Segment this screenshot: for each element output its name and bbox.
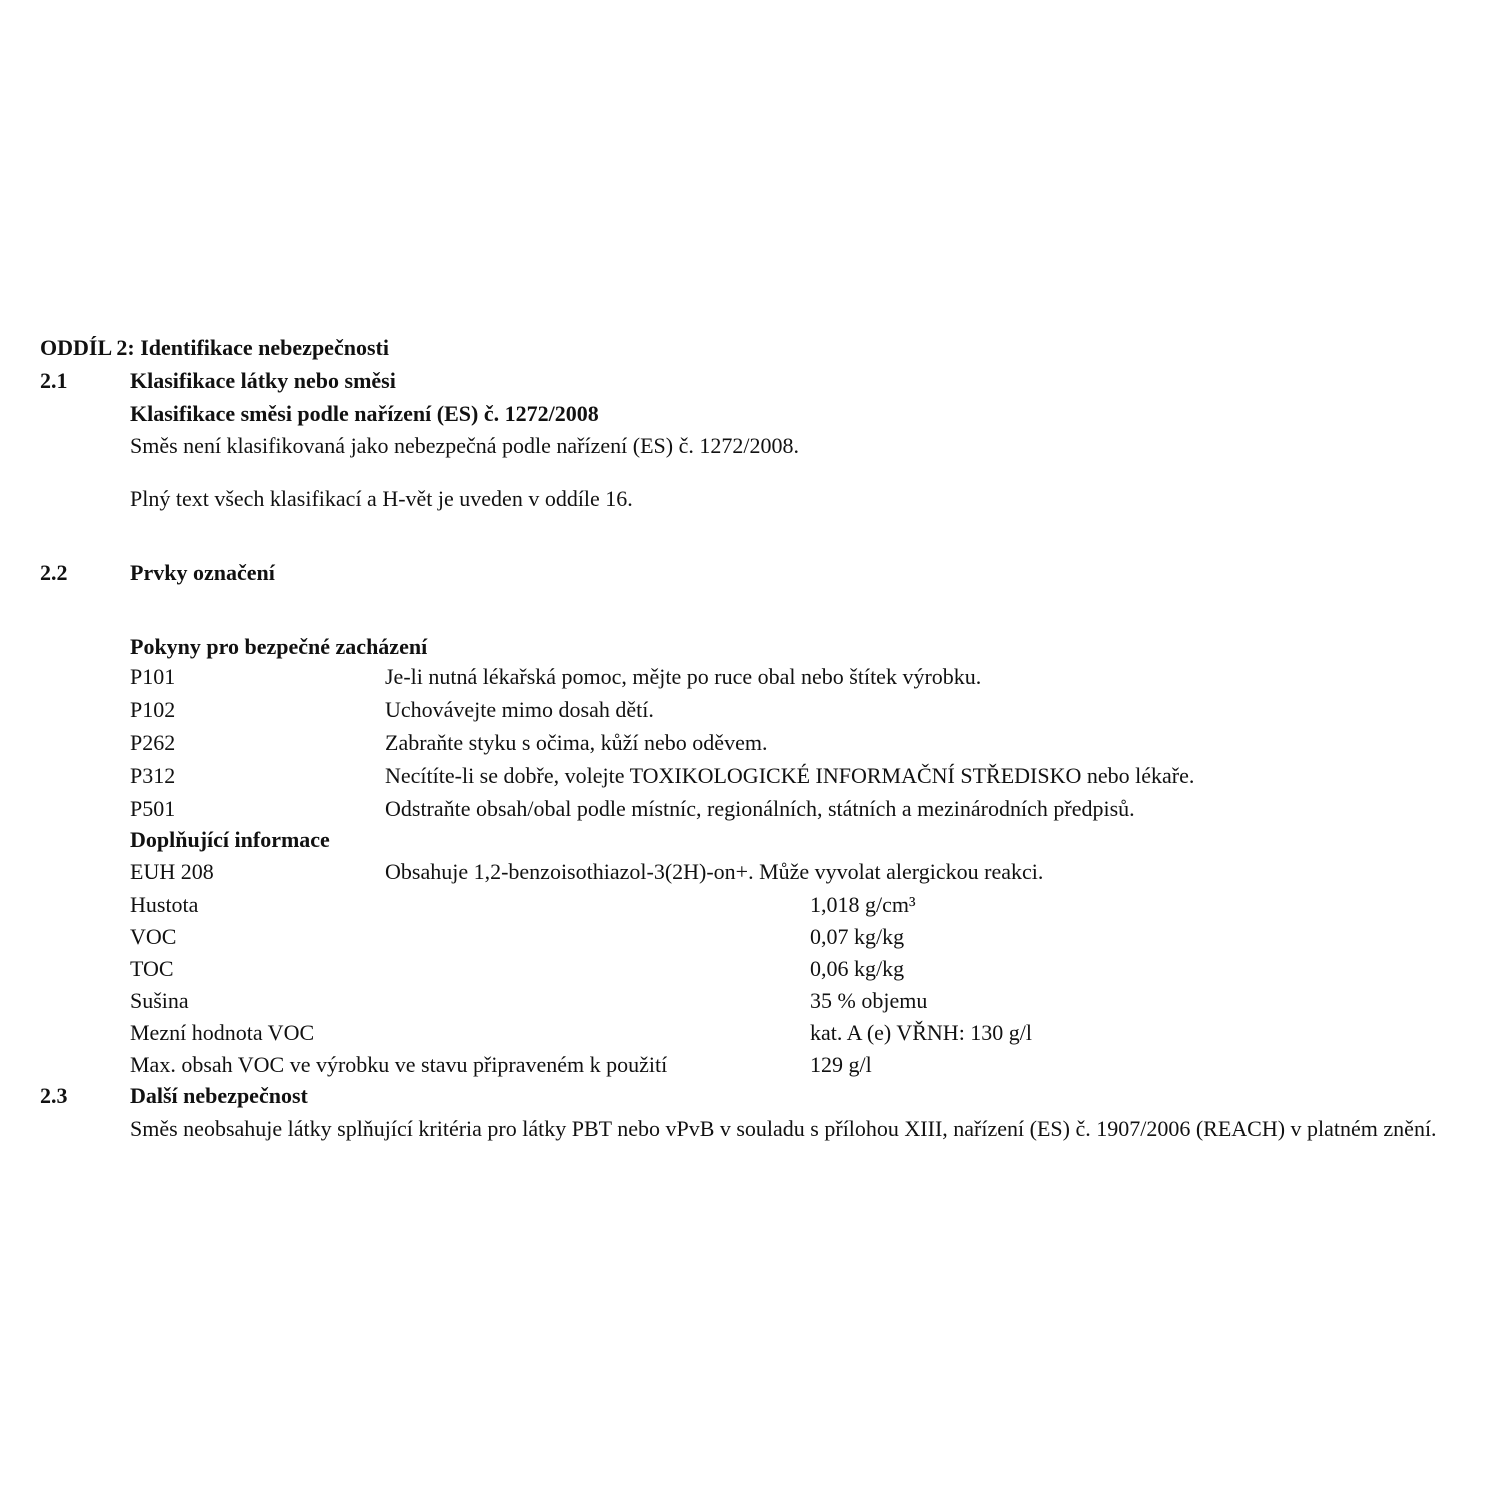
subsection-2-2-heading-row xyxy=(0,560,1500,588)
property-value: 129 g/l xyxy=(810,1052,872,1077)
p-code: P262 xyxy=(130,730,176,755)
subsection-number: 2.1 xyxy=(40,368,68,393)
subsection-number: 2.3 xyxy=(40,1083,68,1108)
property-label: Mezní hodnota VOC xyxy=(130,1020,315,1045)
precautionary-row xyxy=(0,697,1500,725)
p-code: P101 xyxy=(130,664,176,689)
property-label: Hustota xyxy=(130,892,199,917)
property-row xyxy=(0,956,1500,984)
subsection-heading: Prvky označení xyxy=(130,560,275,585)
classification-note-row xyxy=(0,433,1500,461)
pbt-vpvb-paragraph: Směs neobsahuje látky splňující kritéria pro látky PBT nebo vPvB v souladu s přílohou XIII, nařízení (ES) č. 1907/2006 (REACH) v platném znění. xyxy=(130,1116,1437,1141)
pbt-vpvb-paragraph-row xyxy=(0,1116,1500,1144)
p-text: Uchovávejte mimo dosah dětí. xyxy=(385,697,654,722)
euh-code: EUH 208 xyxy=(130,859,214,884)
p-text: Je-li nutná lékařská pomoc, mějte po ruce obal nebo štítek výrobku. xyxy=(385,664,982,689)
property-value: 1,018 g/cm³ xyxy=(810,892,916,917)
property-value: kat. A (e) VŘNH: 130 g/l xyxy=(810,1020,1033,1045)
property-row xyxy=(0,1020,1500,1048)
property-value: 0,06 kg/kg xyxy=(810,956,905,981)
p-text: Necítíte-li se dobře, volejte TOXIKOLOGICKÉ INFORMAČNÍ STŘEDISKO nebo lékaře. xyxy=(385,763,1195,788)
supplementary-heading: Doplňující informace xyxy=(130,827,330,852)
classification-subheading-row xyxy=(0,401,1500,429)
supplementary-row xyxy=(0,859,1500,887)
precautionary-row xyxy=(0,664,1500,692)
fulltext-note-row xyxy=(0,486,1500,514)
classification-subheading: Klasifikace směsi podle nařízení (ES) č. 1272/2008 xyxy=(130,401,599,426)
precautionary-heading-row xyxy=(0,634,1500,662)
precautionary-row xyxy=(0,763,1500,791)
property-label: Sušina xyxy=(130,988,189,1013)
property-row xyxy=(0,924,1500,952)
precautionary-row xyxy=(0,730,1500,758)
property-row xyxy=(0,1052,1500,1080)
p-text: Odstraňte obsah/obal podle místníc, regionálních, státních a mezinárodních předpisů. xyxy=(385,796,1135,821)
precautionary-row xyxy=(0,796,1500,824)
property-label: VOC xyxy=(130,924,177,949)
subsection-heading: Klasifikace látky nebo směsi xyxy=(130,368,396,393)
p-code: P312 xyxy=(130,763,176,788)
property-row xyxy=(0,892,1500,920)
precautionary-heading: Pokyny pro bezpečné zacházení xyxy=(130,634,428,659)
property-value: 35 % objemu xyxy=(810,988,928,1013)
p-code: P102 xyxy=(130,697,176,722)
property-label: Max. obsah VOC ve výrobku ve stavu připraveném k použití xyxy=(130,1052,668,1077)
subsection-heading: Další nebezpečnost xyxy=(130,1083,308,1108)
section-2-title-row xyxy=(0,335,1500,363)
property-label: TOC xyxy=(130,956,174,981)
supplementary-heading-row xyxy=(0,827,1500,855)
classification-note: Směs není klasifikovaná jako nebezpečná podle nařízení (ES) č. 1272/2008. xyxy=(130,433,799,458)
subsection-2-1-heading-row xyxy=(0,368,1500,396)
subsection-number: 2.2 xyxy=(40,560,68,585)
p-code: P501 xyxy=(130,796,176,821)
property-value: 0,07 kg/kg xyxy=(810,924,905,949)
fulltext-note: Plný text všech klasifikací a H-vět je uveden v oddíle 16. xyxy=(130,486,633,511)
property-row xyxy=(0,988,1500,1016)
euh-text: Obsahuje 1,2-benzoisothiazol-3(2H)-on+. Může vyvolat alergickou reakci. xyxy=(385,859,1044,884)
section-title: ODDÍL 2: Identifikace nebezpečnosti xyxy=(40,335,389,360)
subsection-2-3-heading-row xyxy=(0,1083,1500,1111)
p-text: Zabraňte styku s očima, kůží nebo oděvem. xyxy=(385,730,768,755)
